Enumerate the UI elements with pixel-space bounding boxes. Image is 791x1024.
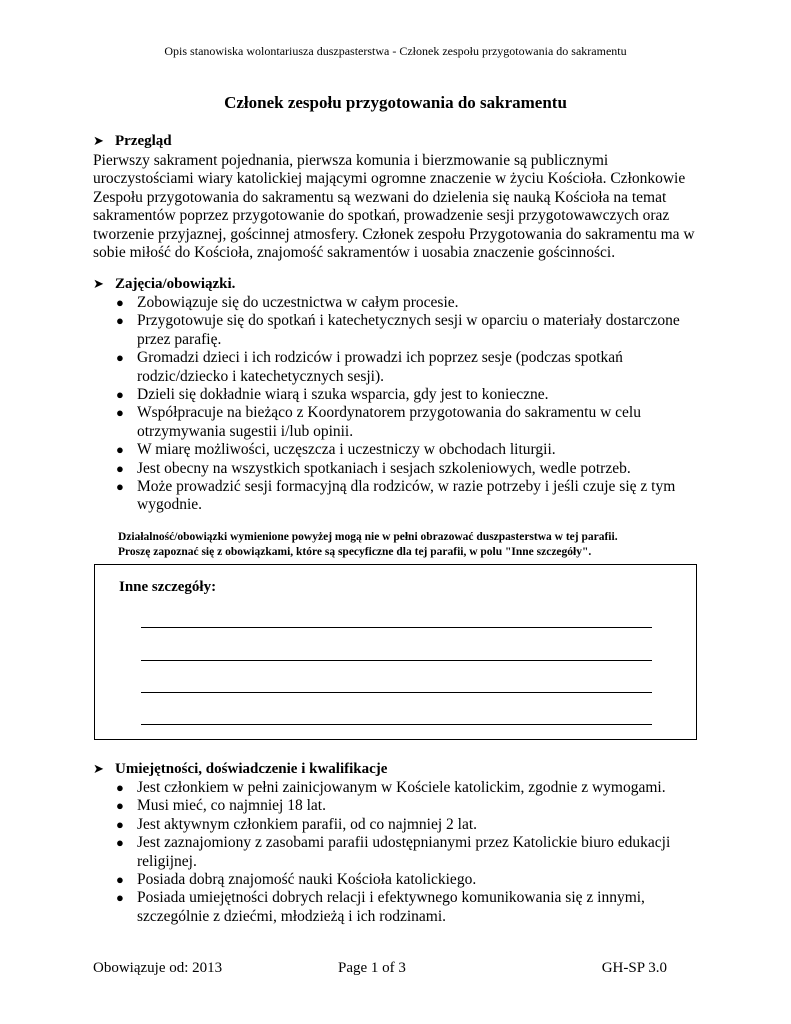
bullet-icon: ● — [116, 405, 124, 421]
bullet-icon: ● — [116, 798, 124, 814]
bullet-icon: ● — [116, 872, 124, 888]
arrow-bullet-icon: ➤ — [93, 761, 104, 776]
footer-page-number: Page 1 of 3 — [338, 960, 406, 976]
overview-line: Pierwszy sakrament pojednania, pierwsza komunia i bierzmowanie są publicznymi — [93, 152, 609, 169]
overview-heading-text: Przegląd — [115, 133, 172, 149]
overview-line: tworzenie przyjaznej, gościnnej atmosfery. Członek zespołu Przygotowania do sakramentu ma w — [93, 225, 695, 243]
overview-line: Zespołu przygotowania do sakramentu są wezwani do dzielenia się nauką Kościoła na temat — [93, 188, 667, 206]
list-item: ● Przygotowuje się do spotkań i katechetycznych sesji w oparciu o materiały dostarczone przez parafię. — [116, 312, 680, 348]
duties-notice — [118, 530, 708, 560]
duties-list — [93, 294, 703, 515]
list-item: ● Dzieli się dokładnie wiarą i szuka wsparcia, gdy jest to konieczne. — [116, 386, 549, 404]
running-header: Opis stanowiska wolontariusza duszpasterstwa - Członek zespołu przygotowania do sakramentu — [164, 44, 627, 58]
list-item: ● Może prowadzić sesji formacyjną dla rodziców, w razie potrzeby i jeśli czuje się z tym wygodnie. — [116, 478, 676, 514]
bullet-icon: ● — [116, 387, 124, 403]
overview-line: sobie miłość do Kościoła, znajomość sakramentów i uosabia znaczenie gościnności. — [93, 244, 616, 262]
write-in-line[interactable] — [141, 660, 652, 661]
bullet-icon: ● — [116, 890, 124, 906]
notice-line: Działalność/obowiązki wymienione powyżej mogą nie w pełni obrazować duszpasterstwa w tej parafii. — [118, 531, 618, 543]
footer-document-code: GH-SP 3.0 — [601, 960, 667, 976]
duties-heading-text: Zajęcia/obowiązki. — [115, 276, 236, 292]
list-item: ● Jest członkiem w pełni zainicjowanym w Kościele katolickim, zgodnie z wymogami. — [116, 779, 666, 796]
duties-section — [93, 275, 703, 515]
bullet-icon: ● — [116, 295, 124, 310]
skills-list — [93, 779, 703, 926]
list-item: ● Jest zaznajomiony z zasobami parafii udostępnianymi przez Katolickie biuro edukacji religijnej. — [116, 834, 671, 870]
bullet-icon: ● — [116, 780, 124, 795]
skills-heading-text: Umiejętności, doświadczenie i kwalifikacje — [115, 761, 388, 777]
list-item: ● Zobowiązuje się do uczestnictwa w całym procesie. — [116, 294, 459, 311]
list-item: ● Musi mieć, co najmniej 18 lat. — [116, 797, 326, 815]
footer-effective-date: Obowiązuje od: 2013 — [93, 960, 223, 976]
skills-heading — [93, 760, 703, 778]
list-item: ● W miarę możliwości, uczęszcza i uczestniczy w obchodach liturgii. — [116, 441, 556, 459]
arrow-bullet-icon: ➤ — [93, 276, 104, 291]
list-item: ● Jest obecny na wszystkich spotkaniach i sesjach szkoleniowych, wedle potrzeb. — [116, 459, 631, 477]
arrow-bullet-icon: ➤ — [93, 133, 104, 148]
bullet-icon: ● — [116, 479, 124, 495]
document-title: Członek zespołu przygotowania do sakramentu — [224, 93, 567, 112]
overview-heading — [93, 132, 703, 150]
bullet-icon: ● — [116, 313, 124, 329]
list-item: ● Jest aktywnym członkiem parafii, od co najmniej 2 lat. — [116, 815, 478, 833]
overview-line: sakramentów poprzez przygotowanie do spotkań, prowadzenie sesji przygotowawczych oraz — [93, 207, 670, 225]
bullet-icon: ● — [116, 835, 124, 851]
write-in-line[interactable] — [141, 692, 652, 693]
overview-paragraph — [93, 152, 703, 262]
list-item: ● Posiada dobrą znajomość nauki Kościoła katolickiego. — [116, 871, 477, 889]
other-details-box — [94, 564, 697, 740]
list-item: ● Gromadzi dzieci i ich rodziców i prowadzi ich poprzez sesje (podczas spotkań rodzic/dziecko i katechetycznych sesji). — [116, 349, 623, 385]
bullet-icon: ● — [116, 442, 124, 458]
write-in-line[interactable] — [141, 724, 652, 725]
bullet-icon: ● — [116, 350, 124, 366]
write-in-line[interactable] — [141, 627, 652, 628]
bullet-icon: ● — [116, 816, 124, 832]
notice-line: Proszę zapoznać się z obowiązkami, które są specyficzne dla tej parafii, w polu "Inne szczegóły". — [118, 546, 592, 558]
duties-heading — [93, 275, 703, 293]
bullet-icon: ● — [116, 460, 124, 476]
other-details-label: Inne szczegóły: — [119, 579, 217, 595]
overview-section — [93, 132, 703, 262]
overview-line: uroczystościami wiary katolickiej mającymi ogromne znaczenie w życiu Kościoła. Członkowie — [93, 170, 686, 188]
list-item: ● Posiada umiejętności dobrych relacji i efektywnego komunikowania się z innymi, szczególnie z dziećmi, młodzieżą i ich rodzinami. — [116, 889, 645, 925]
skills-section — [93, 760, 703, 926]
list-item: ● Współpracuje na bieżąco z Koordynatorem przygotowania do sakramentu w celu otrzymywania sugestii i/lub opinii. — [116, 404, 641, 440]
